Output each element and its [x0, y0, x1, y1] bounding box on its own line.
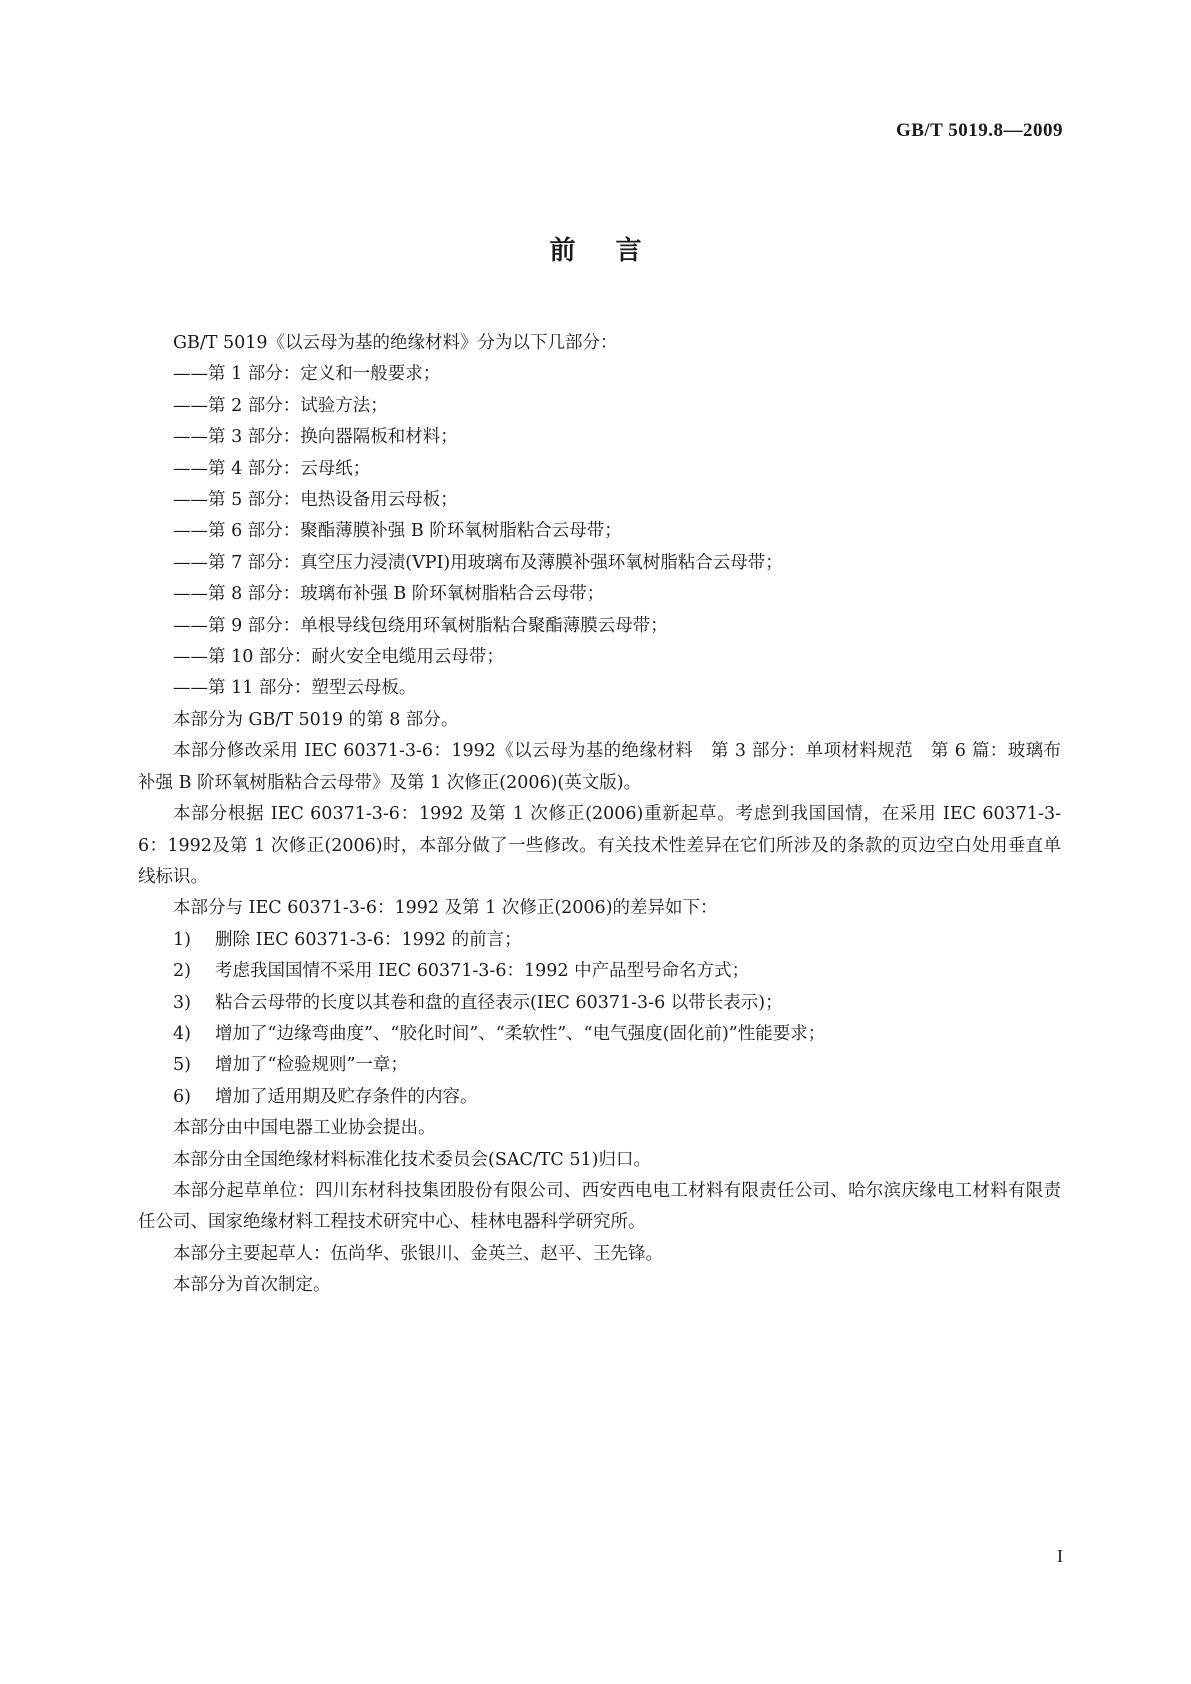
- page-title: 前言: [549, 236, 682, 266]
- difference-number: 4): [173, 1023, 191, 1044]
- difference-text: 删除 IEC 60371-3-6：1992 的前言；: [215, 929, 522, 950]
- drafters-paragraph: 本部分主要起草人：伍尚华、张银川、金英兰、赵平、王先锋。: [173, 1243, 663, 1264]
- standard-code: GB/T 5019.8—2009: [895, 120, 1063, 141]
- drafting-paragraph: 本部分根据 IEC 60371-3-6：1992 及第 1 次修正(2006)重新起草。考虑到我国国情，在采用 IEC 60371-3-6：1992及第 1 次修正(2006)时，本部分做了一些修改。有关技术性差异在它们所涉及的条款的页边空白处用垂直单线标识。: [138, 804, 1061, 887]
- part-statement: 本部分为 GB/T 5019 的第 8 部分。: [173, 709, 459, 730]
- difference-item: [138, 956, 1061, 987]
- difference-text: 增加了“边缘弯曲度”、“胶化时间”、“柔软性”、“电气强度(固化前)”性能要求；: [215, 1023, 826, 1044]
- list-item: ——第 7 部分：真空压力浸渍(VPI)用玻璃布及薄膜补强环氧树脂粘合云母带；: [173, 552, 783, 573]
- drafting-units-paragraph: 本部分起草单位：四川东材科技集团股份有限公司、西安西电电工材料有限责任公司、哈尔滨庆缘电工材料有限责任公司、国家绝缘材料工程技术研究中心、桂林电器科学研究所。: [138, 1180, 1061, 1233]
- difference-text: 考虑我国国情不采用 IEC 60371-3-6：1992 中产品型号命名方式；: [215, 961, 750, 982]
- difference-number: 6): [173, 1086, 191, 1107]
- list-item: ——第 9 部分：单根导线包绕用环氧树脂粘合聚酯薄膜云母带；: [173, 615, 668, 636]
- list-item: ——第 6 部分：聚酯薄膜补强 B 阶环氧树脂粘合云母带；: [173, 521, 622, 542]
- list-item: ——第 11 部分：塑型云母板。: [173, 678, 417, 699]
- difference-text: 增加了“检验规则”一章；: [215, 1055, 408, 1076]
- committee-paragraph: 本部分由全国绝缘材料标准化技术委员会(SAC/TC 51)归口。: [173, 1149, 651, 1170]
- list-item: ——第 4 部分：云母纸；: [173, 458, 371, 479]
- difference-text: 增加了适用期及贮存条件的内容。: [215, 1086, 478, 1107]
- first-edition-paragraph: 本部分为首次制定。: [173, 1275, 331, 1296]
- difference-item: [138, 1019, 1061, 1050]
- adoption-paragraph: 本部分修改采用 IEC 60371-3-6：1992《以云母为基的绝缘材料 第 3 部分：单项材料规范 第 6 篇：玻璃布补强 B 阶环氧树脂粘合云母带》及第 1 次修正(2006)(英文版)。: [138, 741, 1061, 793]
- list-item: ——第 2 部分：试验方法；: [173, 395, 388, 416]
- list-item: ——第 10 部分：耐火安全电缆用云母带；: [173, 647, 504, 668]
- difference-number: 5): [173, 1055, 191, 1076]
- list-item: ——第 5 部分：电热设备用云母板；: [173, 490, 458, 511]
- list-item: ——第 3 部分：换向器隔板和材料；: [173, 427, 458, 448]
- intro-paragraph: GB/T 5019《以云母为基的绝缘材料》分为以下几部分：: [173, 333, 618, 353]
- difference-item: [138, 1050, 1061, 1081]
- difference-item: [138, 988, 1061, 1019]
- page-number: I: [1057, 1546, 1063, 1566]
- differences-intro: 本部分与 IEC 60371-3-6：1992 及第 1 次修正(2006)的差异如下：: [173, 898, 718, 919]
- foreword-body: [138, 328, 1061, 1302]
- difference-text: 粘合云母带的长度以其卷和盘的直径表示(IEC 60371-3-6 以带长表示)；: [215, 992, 783, 1013]
- difference-number: 2): [173, 961, 191, 982]
- difference-item: [138, 925, 1061, 956]
- list-item: ——第 8 部分：玻璃布补强 B 阶环氧树脂粘合云母带；: [173, 584, 605, 605]
- list-item: ——第 1 部分：定义和一般要求；: [173, 364, 441, 385]
- difference-number: 1): [173, 929, 191, 950]
- difference-item: [138, 1082, 1061, 1113]
- difference-number: 3): [173, 992, 191, 1013]
- proposer-paragraph: 本部分由中国电器工业协会提出。: [173, 1118, 436, 1139]
